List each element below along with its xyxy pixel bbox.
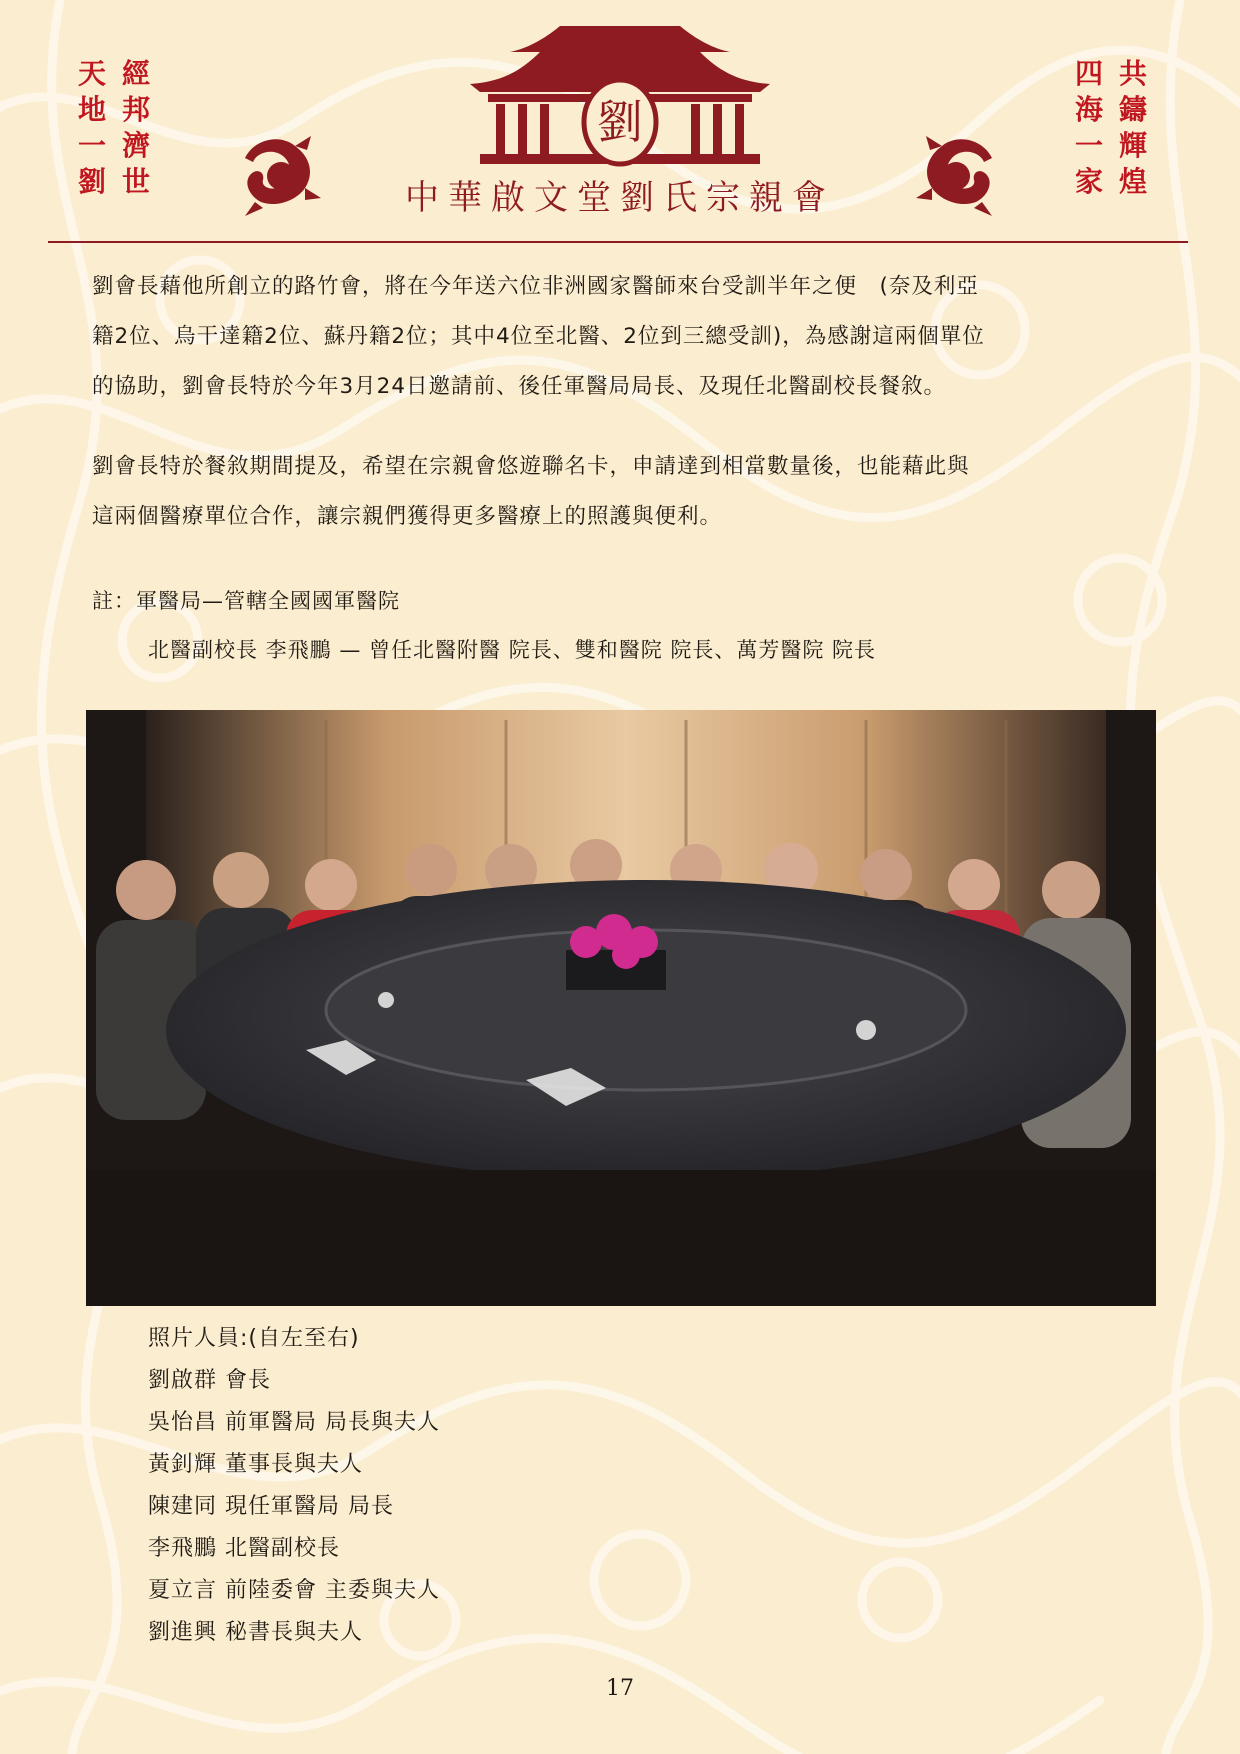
emblem-character: 劉 xyxy=(597,95,643,149)
couplet-right xyxy=(1075,56,1147,200)
couplet-left-column-2 xyxy=(122,56,150,200)
dragon-icon xyxy=(910,128,1002,220)
note-military-medical-bureau: 註：軍醫局—管轄全國國軍醫院 xyxy=(92,589,400,613)
dragon-icon xyxy=(235,128,327,220)
couplet-char: 濟 xyxy=(122,129,151,162)
couplet-char: 煌 xyxy=(1119,165,1148,198)
couplet-char: 家 xyxy=(1075,165,1104,198)
couplet-char: 四 xyxy=(1075,57,1104,90)
couplet-right-column-2 xyxy=(1119,56,1147,200)
paragraph-line: 籍2位、烏干達籍2位、蘇丹籍2位；其中4位至北醫、2位到三總受訓)，為感謝這兩個單位 xyxy=(92,324,985,349)
paragraph-line: 的協助，劉會長特於今年3月24日邀請前、後任軍醫局局長、及現任北醫副校長餐敘。 xyxy=(92,374,947,399)
list-item: 李飛鵬 北醫副校長 xyxy=(148,1536,340,1561)
header-divider xyxy=(48,241,1188,243)
couplet-char: 共 xyxy=(1119,57,1148,90)
couplet-char: 世 xyxy=(122,165,151,198)
temple-logo xyxy=(460,22,780,170)
couplet-char: 邦 xyxy=(122,93,151,126)
couplet-left xyxy=(78,56,150,200)
photo-people-list xyxy=(148,1318,440,1654)
list-item: 劉進興 秘書長與夫人 xyxy=(148,1620,363,1645)
couplet-char: 海 xyxy=(1075,93,1104,126)
note-vice-president: 北醫副校長 李飛鵬 — 曾任北醫附醫 院長、雙和醫院 院長、萬芳醫院 院長 xyxy=(148,638,877,662)
couplet-char: 劉 xyxy=(78,165,107,198)
list-item: 夏立言 前陸委會 主委與夫人 xyxy=(148,1578,440,1603)
paragraph-1 xyxy=(92,262,1152,412)
couplet-char: 地 xyxy=(78,93,107,126)
couplet-left-column-1 xyxy=(78,56,106,200)
list-item: 陳建同 現任軍醫局 局長 xyxy=(148,1494,394,1519)
paragraph-line: 劉會長藉他所創立的路竹會，將在今年送六位非洲國家醫師來台受訓半年之便 (奈及利亞 xyxy=(92,274,979,299)
couplet-char: 經 xyxy=(122,57,151,90)
couplet-char: 鑄 xyxy=(1119,93,1148,126)
couplet-right-column-1 xyxy=(1075,56,1103,200)
list-item: 劉啟群 會長 xyxy=(148,1368,271,1393)
people-heading: 照片人員:(自左至右) xyxy=(148,1326,360,1351)
paragraph-line: 這兩個醫療單位合作，讓宗親們獲得更多醫療上的照護與便利。 xyxy=(92,504,723,529)
couplet-char: 天 xyxy=(78,57,107,90)
couplet-char: 一 xyxy=(1075,129,1104,162)
page-number: 17 xyxy=(606,1676,634,1701)
list-item: 吳怡昌 前軍醫局 局長與夫人 xyxy=(148,1410,440,1435)
group-dinner-photo xyxy=(86,710,1156,1306)
list-item: 黃釗輝 董事長與夫人 xyxy=(148,1452,363,1477)
couplet-char: 輝 xyxy=(1119,129,1148,162)
couplet-char: 一 xyxy=(78,129,107,162)
paragraph-line: 劉會長特於餐敘期間提及，希望在宗親會悠遊聯名卡，申請達到相當數量後，也能藉此與 xyxy=(92,454,970,479)
organization-title: 中華啟文堂劉氏宗親會 xyxy=(405,178,835,218)
paragraph-2 xyxy=(92,442,1152,542)
